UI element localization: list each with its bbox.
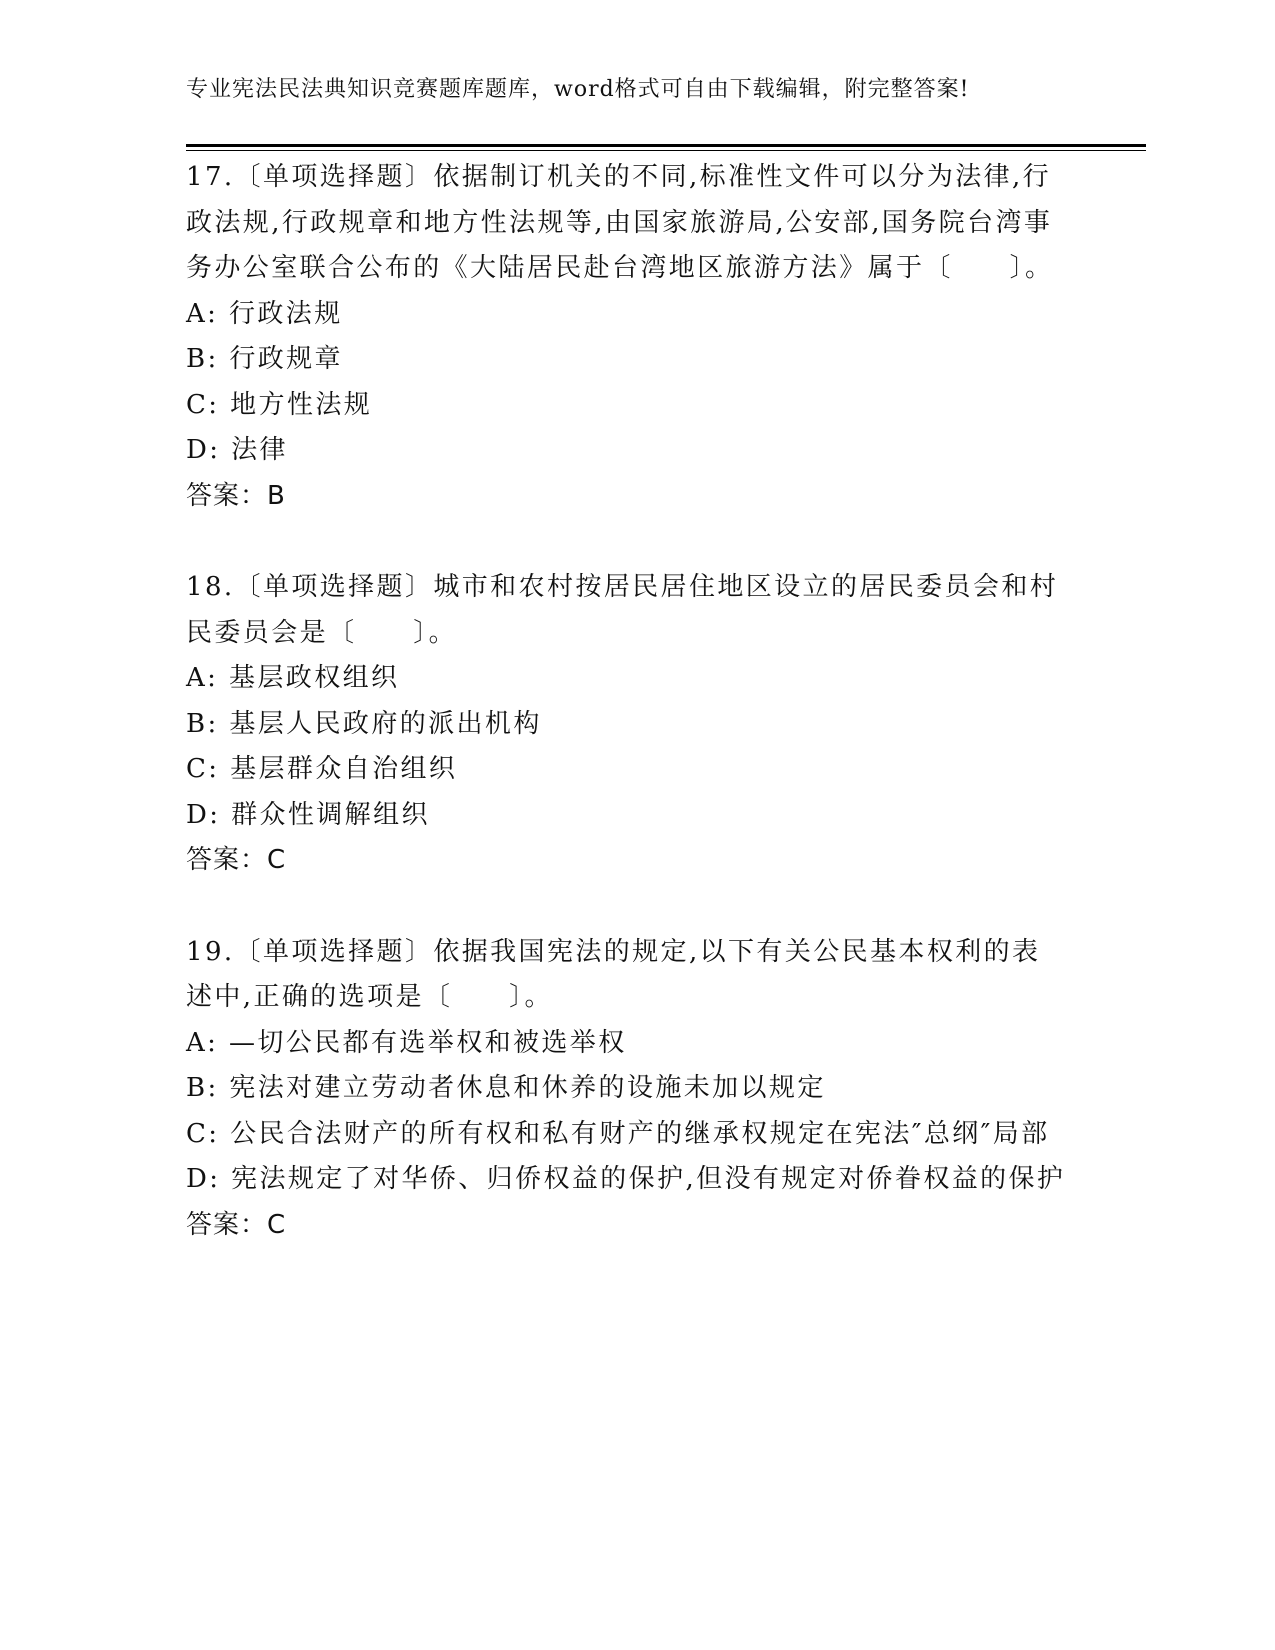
header-rule-thick [186, 144, 1146, 147]
question-list [186, 155, 1066, 1294]
question-text: 17.〔单项选择题〕依据制订机关的不同,标准性文件可以分为法律,行政法规,行政规章和地方性法规等,由国家旅游局,公安部,国务院台湾事务办公室联合公布的《大陆居民赴台湾地区旅游方法》属于〔 〕。 [186, 162, 1054, 283]
question-text: 19.〔单项选择题〕依据我国宪法的规定,以下有关公民基本权利的表述中,正确的选项是〔 〕。 [186, 936, 1041, 1012]
question-18 [186, 565, 1066, 884]
option-c: C: 地方性法规 [186, 389, 373, 420]
answer: 答案：B [186, 480, 286, 511]
answer: 答案：C [186, 845, 287, 875]
page-header: 专业宪法民法典知识竞赛题库题库，word格式可自由下载编辑，附完整答案! [186, 77, 970, 102]
question-17 [186, 155, 1066, 519]
option-c: C: 基层群众自治组织 [186, 754, 458, 784]
answer: 答案：C [186, 1209, 287, 1240]
question-text: 18.〔单项选择题〕城市和农村按居民居住地区设立的居民委员会和村民委员会是〔 〕。 [186, 572, 1059, 648]
question-19 [186, 930, 1066, 1249]
option-d: D: 宪法规定了对华侨、归侨权益的保护,但没有规定对侨眷权益的保护 [186, 1164, 1066, 1194]
option-a: A: 基层政权组织 [186, 663, 400, 693]
option-b: B: 宪法对建立劳动者休息和休养的设施未加以规定 [186, 1073, 826, 1103]
option-a: A: 行政法规 [186, 298, 343, 329]
option-d: D: 群众性调解组织 [186, 799, 430, 830]
option-a: A: —切公民都有选举权和被选举权 [186, 1027, 627, 1058]
option-c: C: 公民合法财产的所有权和私有财产的继承权规定在宪法″总纲″局部 [186, 1118, 1050, 1149]
option-b: B: 基层人民政府的派出机构 [186, 708, 542, 739]
option-b: B: 行政规章 [186, 344, 343, 374]
option-d: D: 法律 [186, 435, 288, 465]
header-rule-thin [186, 150, 1146, 151]
